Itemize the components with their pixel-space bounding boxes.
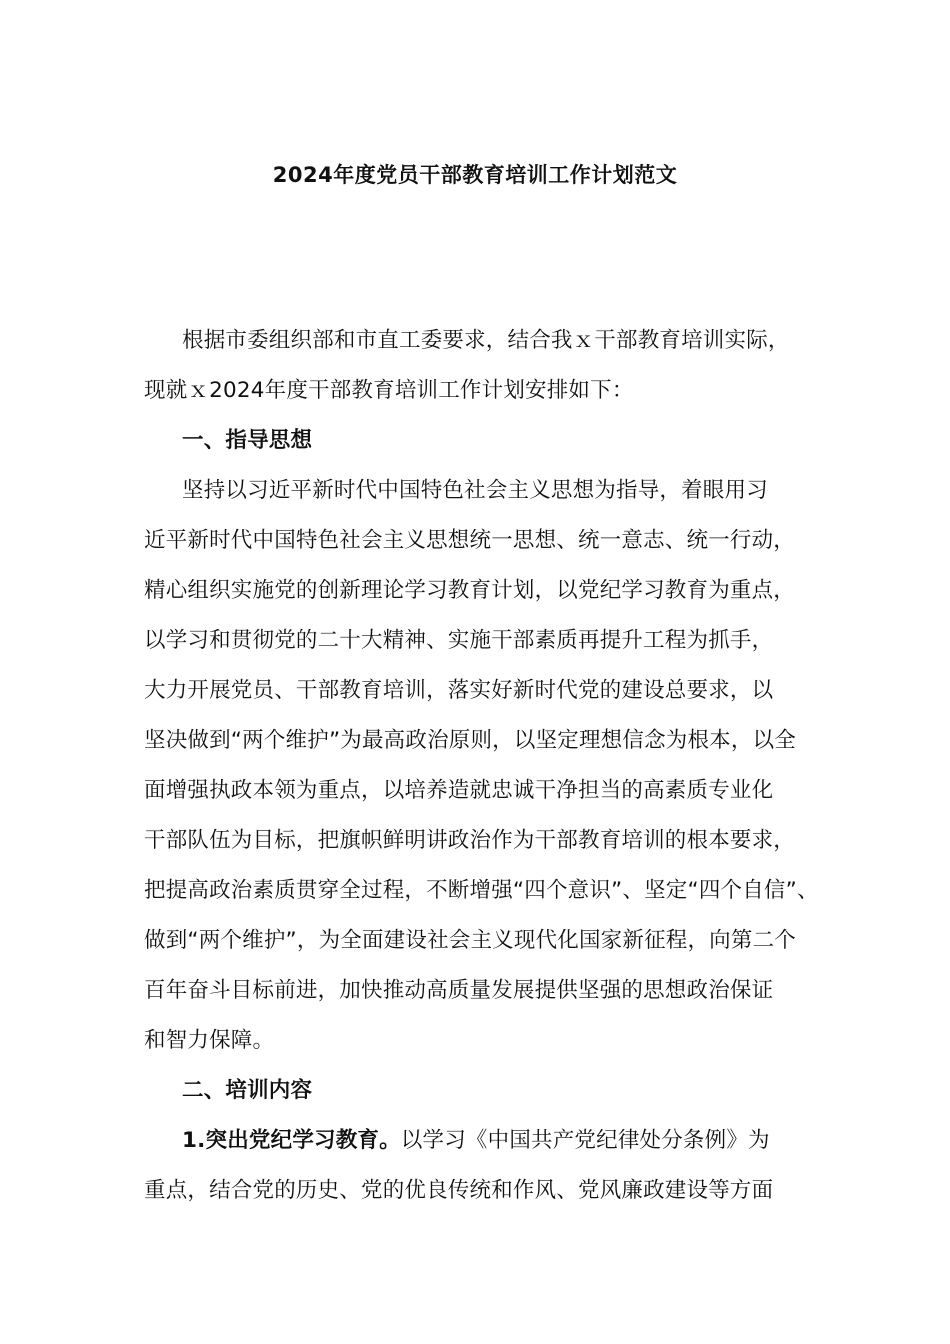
intro-line: 根据市委组织部和市直工委要求，结合我ｘ干部教育培训实际， — [182, 328, 790, 353]
section-heading-guiding-ideology: 一、指导思想 — [182, 428, 313, 453]
paragraph-line: 精心组织实施党的创新理论学习教育计划，以党纪学习教育为重点， — [144, 578, 796, 603]
item-text: 以学习《中国共产党纪律处分条例》为 — [400, 1128, 770, 1153]
paragraph-line: 干部队伍为目标，把旗帜鲜明讲政治作为干部教育培训的根本要求， — [144, 828, 796, 853]
paragraph-line: 百年奋斗目标前进，加快推动高质量发展提供坚强的思想政治保证 — [144, 978, 774, 1003]
item-title: 1.突出党纪学习教育。 — [182, 1128, 401, 1153]
paragraph-line: 大力开展党员、干部教育培训，落实好新时代党的建设总要求，以 — [144, 678, 774, 703]
paragraph-line: 和智力保障。 — [144, 1028, 275, 1053]
section-heading-training-content: 二、培训内容 — [182, 1078, 313, 1103]
paragraph-line: 做到“两个维护”，为全面建设社会主义现代化国家新征程，向第二个 — [144, 928, 796, 953]
paragraph-line: 坚持以习近平新时代中国特色社会主义思想为指导，着眼用习 — [182, 478, 768, 503]
paragraph-line: 把提高政治素质贯穿全过程，不断增强“四个意识”、坚定“四个自信”、 — [144, 878, 819, 903]
paragraph-line: 坚决做到“两个维护”为最高政治原则，以坚定理想信念为根本，以全 — [144, 728, 796, 753]
document-title: 2024年度党员干部教育培训工作计划范文 — [272, 163, 678, 187]
document-body — [144, 316, 819, 1216]
item-line — [144, 1116, 814, 1166]
paragraph-line: 以学习和贯彻党的二十大精神、实施干部素质再提升工程为抓手， — [144, 628, 774, 653]
item-line: 重点，结合党的历史、党的优良传统和作风、党风廉政建设等方面 — [144, 1178, 774, 1203]
paragraph-line: 近平新时代中国特色社会主义思想统一思想、统一意志、统一行动， — [144, 528, 796, 553]
paragraph-line: 面增强执政本领为重点，以培养造就忠诚干净担当的高素质专业化 — [144, 778, 774, 803]
intro-line: 现就ｘ2024年度干部教育培训工作计划安排如下： — [144, 378, 634, 403]
